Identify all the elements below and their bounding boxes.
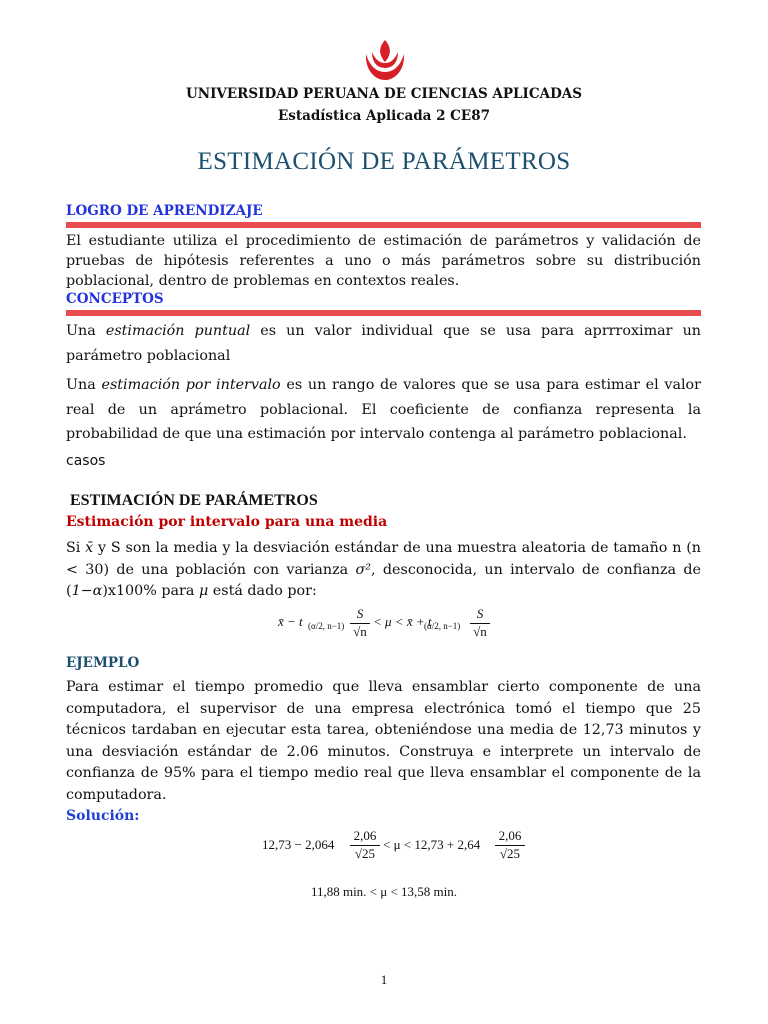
solucion-heading: Solución: (66, 808, 140, 824)
ejemplo-text: Para estimar el tiempo promedio que lleva ensamblar cierto componente de una computadora, el supervisor de una empresa electrónica tomó el tiempo que 25 técnicos tardaban en ejecutar esta tarea, obteniéndose una media de 12,73 minutos y una desviación estándar de 2.06 minutos. Construya e interprete un intervalo de confianza de 95% para el tiempo medio real que lleva ensamblar el componente de la computadora. (66, 679, 701, 803)
logro-heading: LOGRO DE APRENDIZAJE (66, 203, 263, 219)
conceptos-heading: CONCEPTOS (66, 291, 164, 307)
term-interval-estimate: estimación por intervalo (101, 377, 281, 393)
concept-interval-estimate: Una estimación por intervalo es un rango de valores que se usa para estimar el valor real de un aprámetro poblacional. El coeficiente de confianza representa la probabilidad de que una estimación por intervalo contenga al parámetro poblacional. (66, 377, 701, 442)
casos-text: casos (66, 453, 106, 469)
estimacion-heading: ESTIMACIÓN DE PARÁMETROS (70, 492, 318, 509)
ejemplo-heading: EJEMPLO (66, 655, 140, 671)
term-point-estimate: estimación puntual (105, 323, 251, 339)
page-title: ESTIMACIÓN DE PARÁMETROS (197, 148, 571, 175)
confidence-interval-formula: x̄ − t (α/2, n−1) S √n < μ < x̄ + t (α/2, n−1) S √n (278, 606, 498, 644)
concept-point-estimate: Una estimación puntual es un valor individual que se usa para aprrroximar un parámetro poblacional (66, 323, 701, 364)
university-name: UNIVERSIDAD PERUANA DE CIENCIAS APLICADAS (185, 86, 583, 102)
solution-result: 11,88 min. < μ < 13,58 min. (310, 884, 458, 899)
interval-mean-heading: Estimación por intervalo para una media (66, 514, 388, 530)
logro-divider (66, 222, 701, 228)
conceptos-divider (66, 310, 701, 316)
course-name: Estadística Aplicada 2 CE87 (277, 108, 490, 124)
page-number: 1 (380, 972, 388, 987)
logro-text: El estudiante utiliza el procedimiento de estimación de parámetros y validación de pruebas de hipótesis referentes a uno o más parámetros sobre su distribución poblacional, dentro de problemas en contextos reales. (66, 233, 701, 289)
interval-intro: Si x̄ y S son la media y la desviación estándar de una muestra aleatoria de tamaño n (n < 30) de una población con varianza σ², desconocida, un intervalo de confianza de (1−α)x100% para μ está dado por: (66, 540, 701, 599)
solution-interval-formula: 12,73 − 2,064 2,06 √25 < μ < 12,73 + 2,64 2,06 √25 (262, 828, 542, 868)
university-logo-icon (362, 38, 408, 82)
